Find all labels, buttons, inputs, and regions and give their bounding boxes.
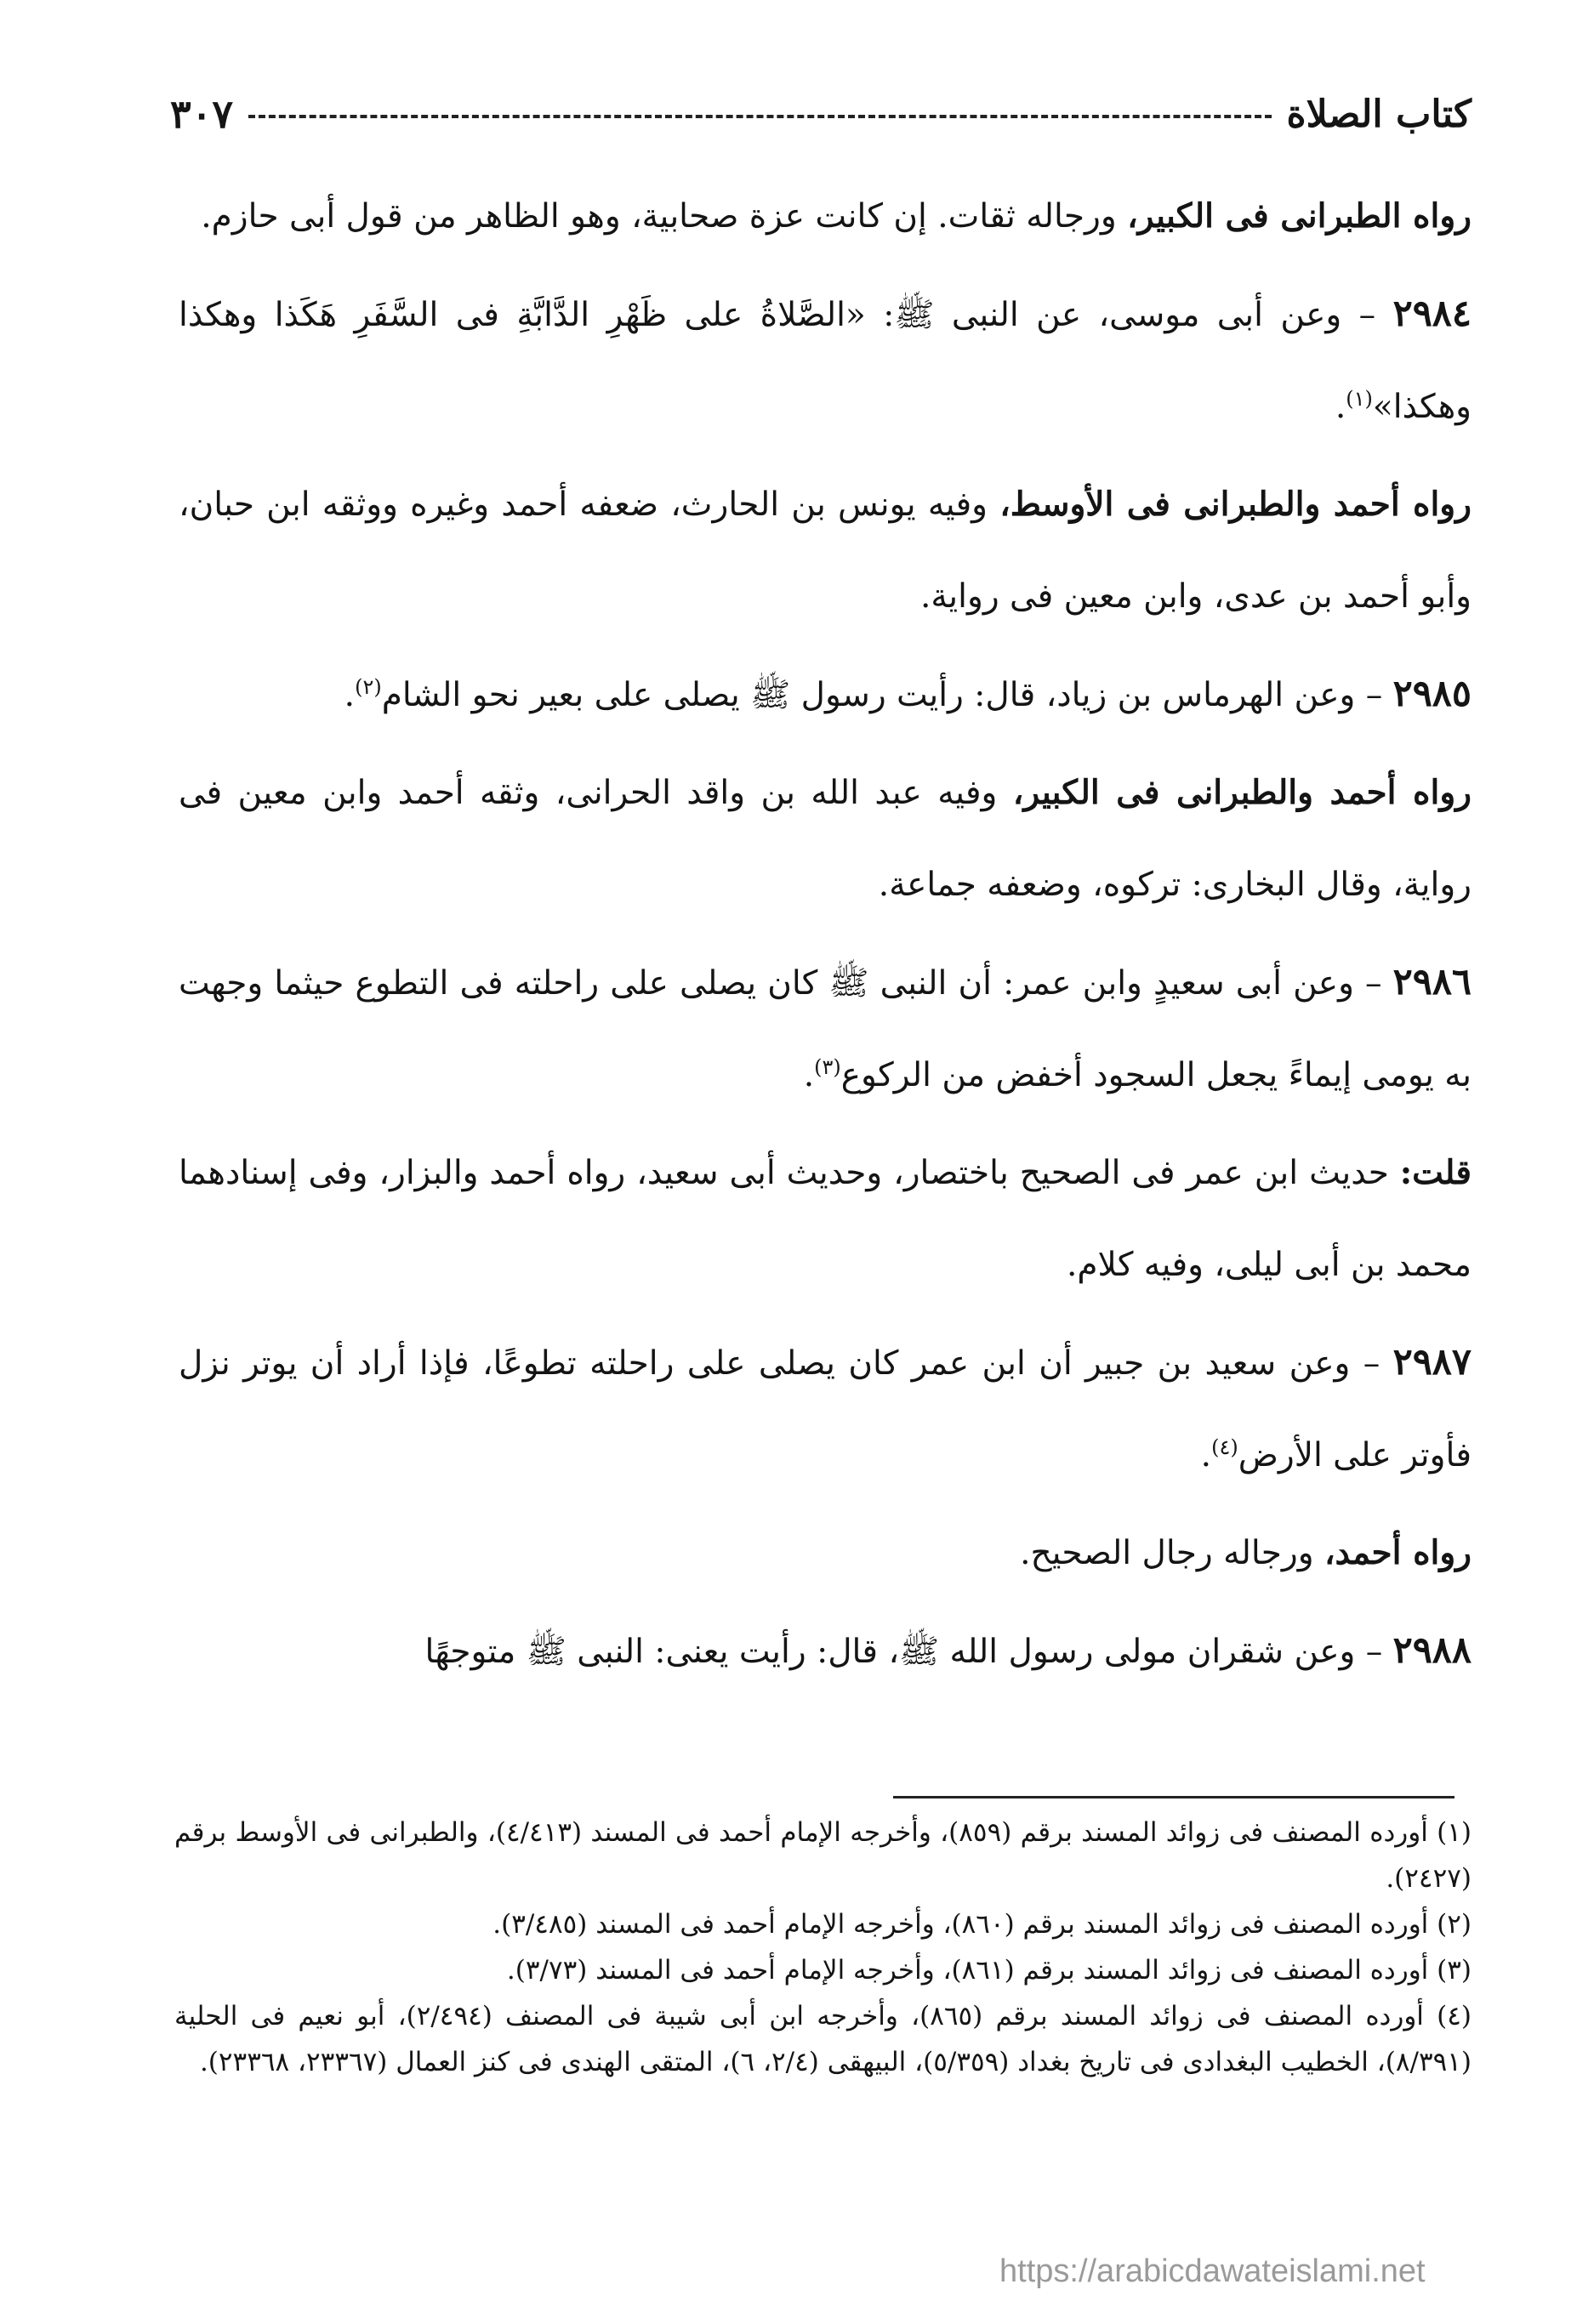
sentence-end: . [803, 1056, 815, 1094]
hadith-text: – وعن سعيد بن جبير أن ابن عمر كان يصلى على راحلته تطوعًا، فإذا أراد أن يوتر نزل فأوتر على الأرض [179, 1344, 1472, 1475]
website-watermark: https://arabicdawateislami.net [999, 2253, 1426, 2289]
footnote-2: (٢) أورده المصنف فى زوائد المسند برقم (٨٦٠)، وأخرجه الإمام أحمد فى المسند (٣/٤٨٥). [492, 1909, 1472, 1940]
footnote-ref-4[interactable]: (٤) [1211, 1435, 1238, 1459]
hadith-number: ٢٩٨٧ [1392, 1341, 1472, 1384]
footnote-3: (٣) أورده المصنف فى زوائد المسند برقم (٨٦١)، وأخرجه الإمام أحمد فى المسند (٣/٧٣). [506, 1955, 1472, 1986]
paragraph-comment [179, 1127, 1472, 1311]
header-dashed-rule [248, 115, 1271, 118]
hadith-text: – وعن أبى موسى، عن النبى ﷺ: «الصَّلاةُ على ظَهْرِ الدَّابَّةِ فى السَّفَرِ هَكَذا وهكذا وهكذا» [179, 296, 1472, 426]
chapter-title: كتاب الصلاة [1286, 92, 1472, 136]
hadith-2987 [179, 1316, 1472, 1502]
hadith-number: ٢٩٨٤ [1392, 293, 1472, 335]
paragraph-attribution [179, 458, 1472, 643]
paragraph-attribution [179, 170, 1472, 263]
sentence-end: . [1200, 1436, 1212, 1475]
footnotes [174, 1810, 1472, 2085]
source-citation: رواه أحمد والطبرانى فى الأوسط، [999, 485, 1472, 524]
paragraph-text: وفيه يونس بن الحارث، ضعفه أحمد وغيره ووثقه ابن حبان، وأبو أحمد بن عدى، وابن معين فى رواية. [179, 486, 1472, 616]
source-citation: رواه أحمد والطبرانى فى الكبير، [1012, 773, 1472, 812]
hadith-number: ٢٩٨٥ [1392, 673, 1472, 715]
hadith-2985 [179, 648, 1472, 742]
paragraph-text: ورجاله رجال الصحيح. [1020, 1534, 1324, 1572]
footnote-1: (١) أورده المصنف فى زوائد المسند برقم (٨٥٩)، وأخرجه الإمام أحمد فى المسند (٤/٤١٣)، والطبرانى فى الأوسط برقم (٢٤٢٧). [174, 1817, 1472, 1894]
source-citation: رواه أحمد، [1324, 1533, 1472, 1572]
footnote-ref-2[interactable]: (٢) [355, 675, 382, 699]
running-header [170, 82, 1472, 146]
main-text [179, 170, 1472, 1703]
hadith-2986 [179, 936, 1472, 1122]
comment-lead: قلت: [1399, 1153, 1472, 1192]
hadith-text: – وعن شقران مولى رسول الله ﷺ، قال: رأيت يعنى: النبى ﷺ متوجهًا [424, 1633, 1393, 1671]
paragraph-attribution [179, 747, 1472, 931]
paragraph-text: وفيه عبد الله بن واقد الحرانى، وثقه أحمد وابن معين فى رواية، وقال البخارى: تركوه، وضعفه جماعة. [179, 774, 1472, 904]
sentence-end: . [344, 676, 356, 714]
footnote-4: (٤) أورده المصنف فى زوائد المسند برقم (٨٦٥)، وأخرجه ابن أبى شيبة فى المصنف (٢/٤٩٤)، أبو نعيم فى الحلية (٨/٣٩١)، الخطيب البغدادى فى تاريخ بغداد (٥/٣٥٩)، البيهقى (٢/٤، ٦)، المتقى الهندى فى كنز العمال (٢٣٣٦٧، ٢٣٣٦٨). [174, 2001, 1472, 2077]
footnote-ref-3[interactable]: (٣) [814, 1055, 841, 1079]
hadith-text: – وعن الهرماس بن زياد، قال: رأيت رسول ﷺ يصلى على بعير نحو الشام [381, 676, 1393, 714]
paragraph-text: حديث ابن عمر فى الصحيح باختصار، وحديث أبى سعيد، رواه أحمد والبزار، وفى إسنادهما محمد بن أبى ليلى، وفيه كلام. [179, 1154, 1472, 1284]
paragraph-text: ورجاله ثقات. إن كانت عزة صحابية، وهو الظاهر من قول أبى حازم. [201, 197, 1128, 236]
sentence-end: . [1335, 388, 1346, 426]
hadith-number: ٢٩٨٦ [1392, 961, 1472, 1003]
page-number: ٣٠٧ [170, 91, 234, 137]
footnote-separator [893, 1796, 1455, 1798]
footnote-ref-1[interactable]: (١) [1346, 387, 1373, 411]
hadith-2984 [179, 268, 1472, 453]
hadith-text: – وعن أبى سعيدٍ وابن عمر: أن النبى ﷺ كان يصلى على راحلته فى التطوع حيثما وجهت به يومى إيماءً يجعل السجود أخفض من الركوع [179, 964, 1472, 1094]
hadith-2988 [179, 1605, 1472, 1698]
paragraph-attribution [179, 1507, 1472, 1600]
hadith-number: ٢٩٨٨ [1392, 1629, 1472, 1672]
source-citation: رواه الطبرانى فى الكبير، [1127, 196, 1472, 236]
